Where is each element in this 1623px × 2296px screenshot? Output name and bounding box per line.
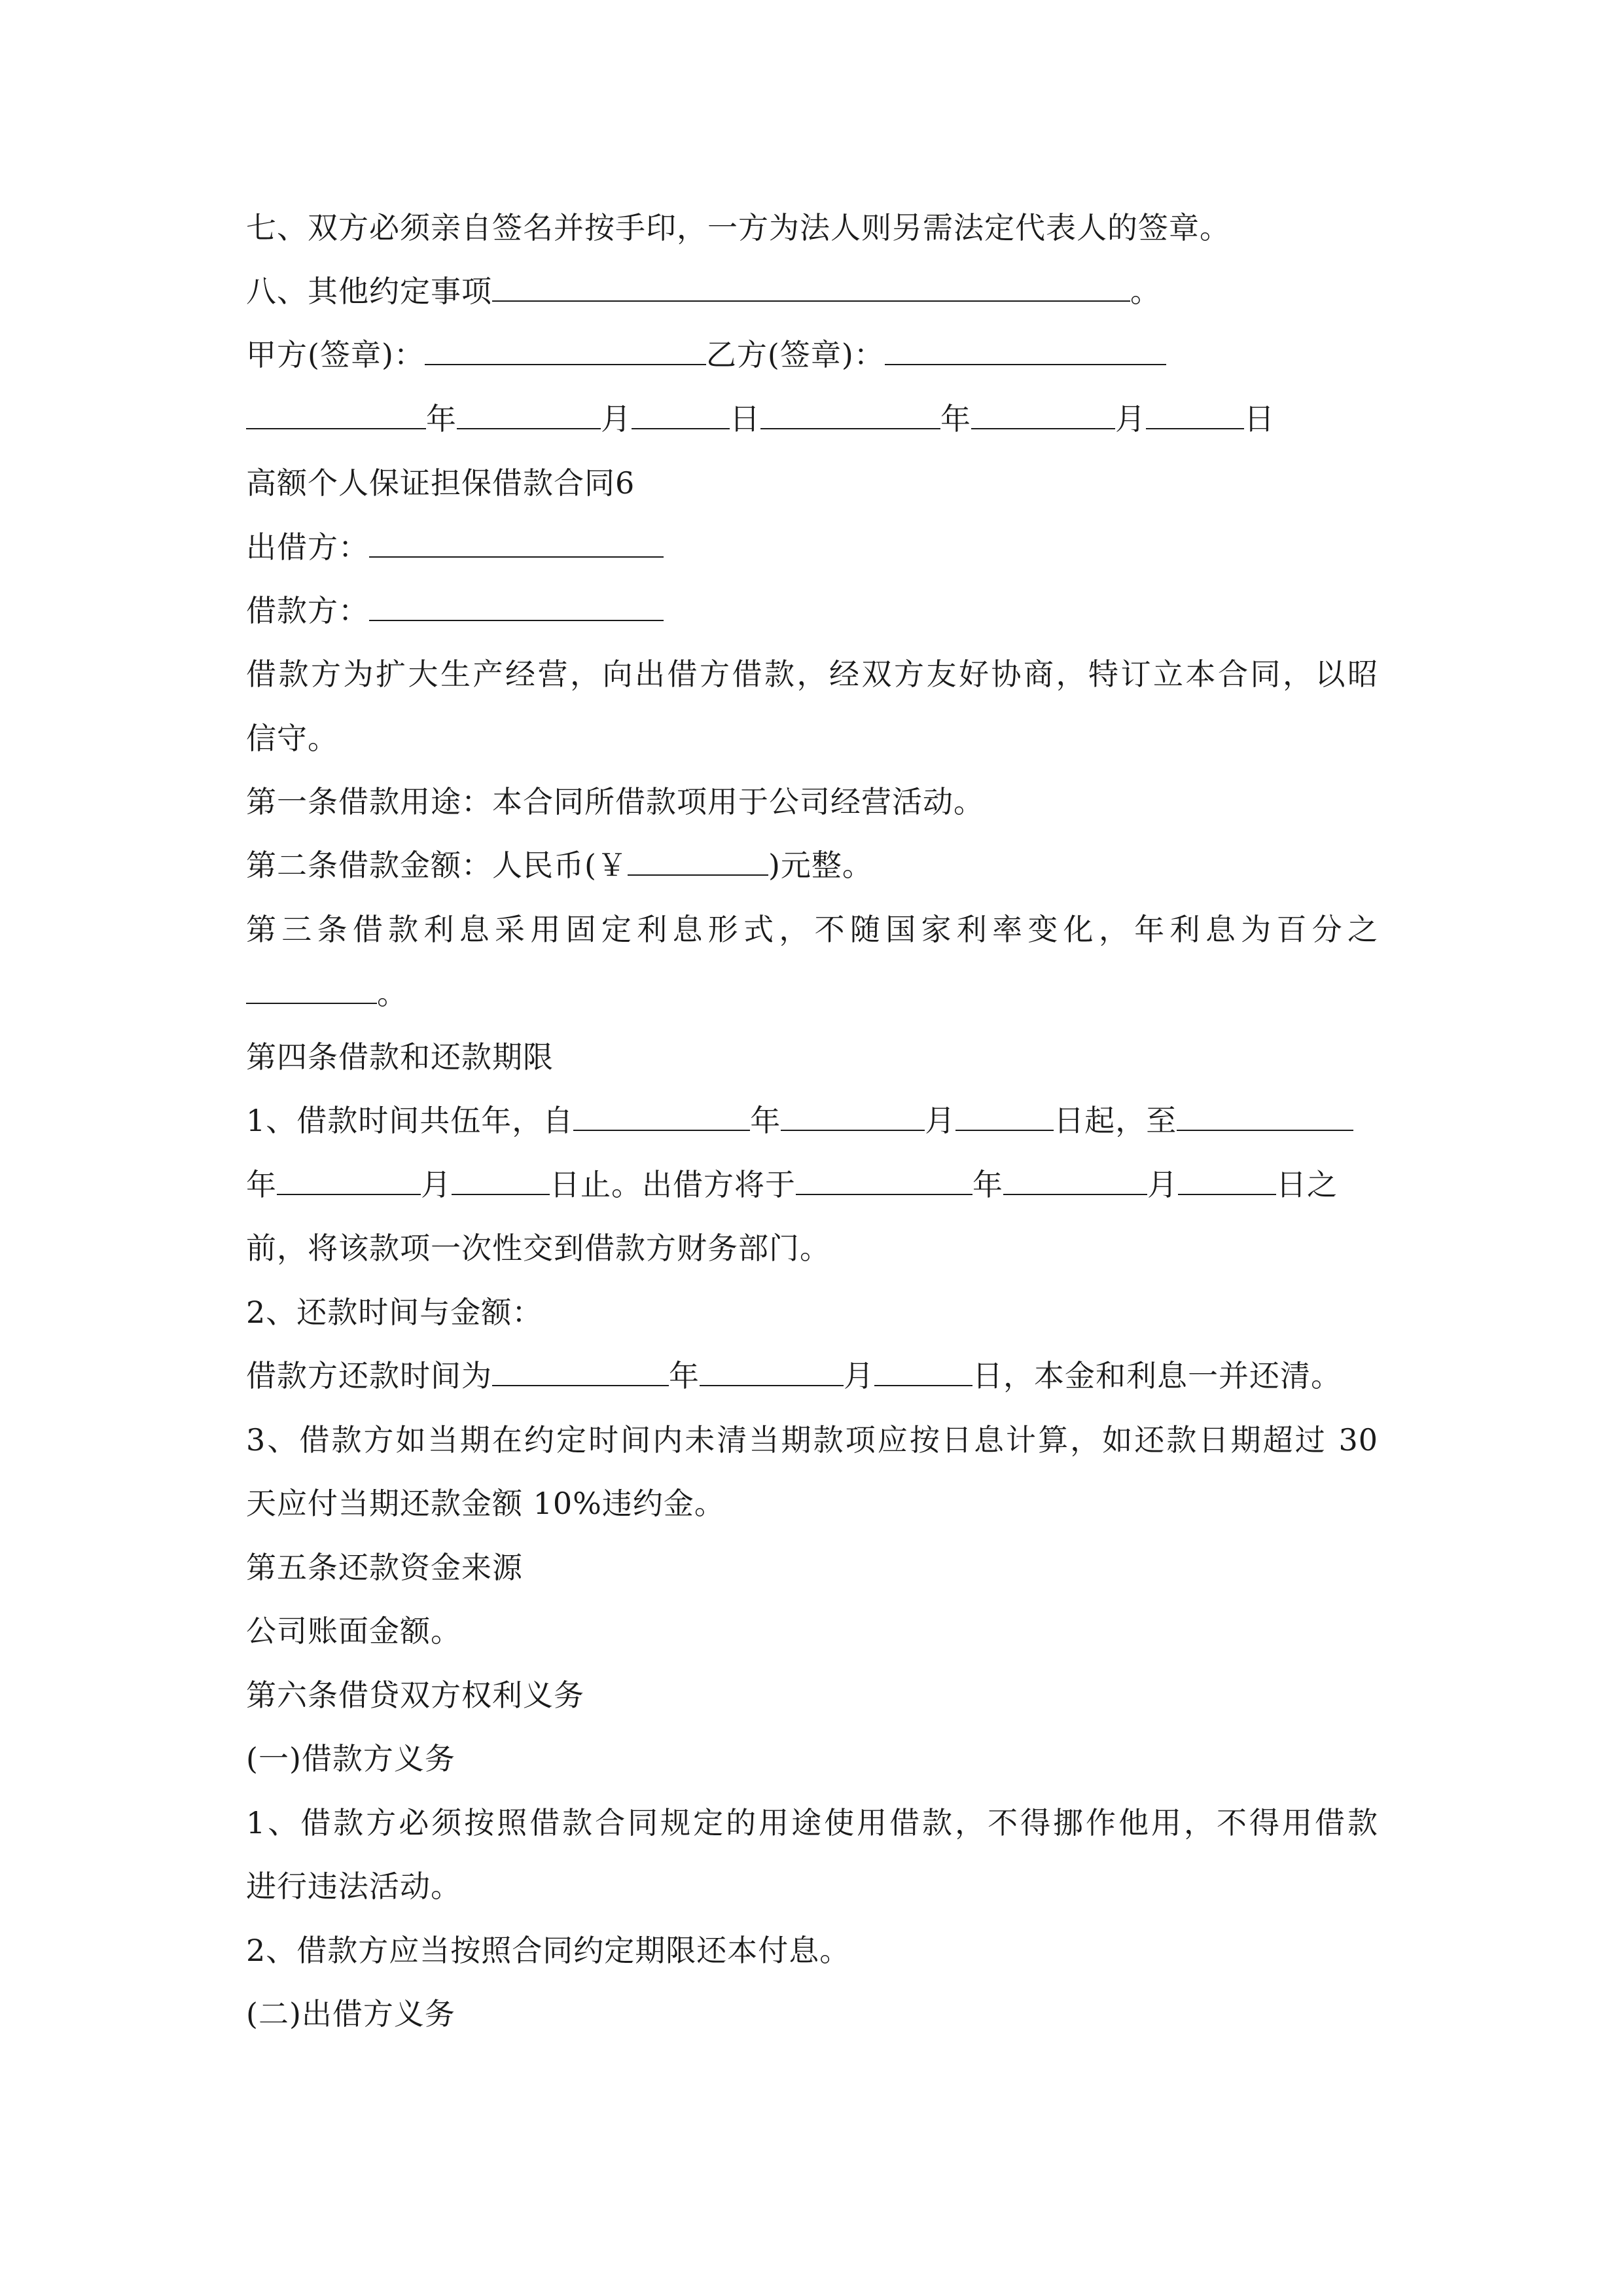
lender-line	[246, 528, 664, 567]
loan-end-year-blank[interactable]	[1177, 1101, 1353, 1131]
repayment-day-blank[interactable]	[874, 1356, 972, 1386]
loan-amount-blank[interactable]	[628, 846, 768, 876]
clause-8-line	[246, 272, 1161, 311]
article-1-text: 第一条借款用途：本合同所借款项用于公司经营活动。	[246, 784, 984, 819]
party-b-month-label: 月	[1115, 401, 1146, 437]
party-a-day-blank[interactable]	[632, 399, 730, 429]
article-4-item-3-line-1	[246, 1420, 1378, 1460]
repayment-heading: 2、还款时间与金额：	[246, 1295, 543, 1330]
lender-duties-heading: (二)出借方义务	[246, 1996, 455, 2032]
repayment-prefix: 借款方还款时间为	[246, 1358, 492, 1393]
contract-title-line	[246, 463, 635, 503]
interest-rate-blank[interactable]	[246, 974, 377, 1004]
borrower-duties-heading: (一)借款方义务	[246, 1741, 455, 1776]
article-4-item-1-line-2	[246, 1165, 1338, 1204]
article-5-heading-line	[246, 1548, 523, 1587]
party-b-day-label: 日	[1244, 401, 1275, 437]
article-3-text: 第三条借款利息采用固定利息形式，不随国家利率变化，年利息为百分之	[246, 912, 1378, 947]
transfer-month-label: 月	[1147, 1167, 1178, 1202]
borrower-duty-1-line-2	[246, 1867, 461, 1906]
article-3-line-1	[246, 910, 1378, 949]
loan-start-year-blank[interactable]	[573, 1101, 750, 1131]
article-1-line	[246, 782, 984, 821]
preamble-line-2	[246, 719, 338, 758]
borrower-duty-2-line	[246, 1931, 850, 1970]
article-4-item-2-heading-line	[246, 1293, 543, 1332]
party-b-month-blank[interactable]	[971, 399, 1115, 429]
borrower-duty-1-text-2: 进行违法活动。	[246, 1869, 461, 1904]
clause-7-line	[246, 208, 1230, 247]
borrower-label: 借款方：	[246, 593, 369, 628]
loan-end-day-blank[interactable]	[452, 1165, 550, 1195]
contract-title: 高额个人保证担保借款合同6	[246, 465, 635, 501]
article-2-prefix: 第二条借款金额：人民币(￥	[246, 848, 628, 883]
article-4-heading-line	[246, 1037, 554, 1077]
borrower-duty-1-line-1	[246, 1803, 1378, 1842]
transfer-day-blank[interactable]	[1178, 1165, 1276, 1195]
preamble-text-2: 信守。	[246, 721, 338, 756]
loan-start-month-blank[interactable]	[781, 1101, 925, 1131]
penalty-text-2: 天应付当期还款金额 10%违约金。	[246, 1486, 725, 1521]
other-matters-blank[interactable]	[492, 272, 1130, 302]
transfer-year-label: 年	[972, 1167, 1003, 1202]
borrower-line	[246, 591, 664, 630]
party-b-year-label: 年	[940, 401, 971, 437]
penalty-text-1: 3、借款方如当期在约定时间内未清当期款项应按日息计算，如还款日期超过 30	[246, 1422, 1378, 1458]
party-a-year-label: 年	[426, 401, 457, 437]
lender-blank[interactable]	[369, 528, 664, 558]
party-a-year-blank[interactable]	[246, 399, 426, 429]
transfer-day-label: 日之	[1276, 1167, 1338, 1202]
borrower-duty-1-text-1: 1、借款方必须按照借款合同规定的用途使用借款，不得挪作他用，不得用借款	[246, 1805, 1378, 1840]
transfer-month-blank[interactable]	[1003, 1165, 1147, 1195]
signature-line	[246, 335, 1166, 374]
article-2-line	[246, 846, 873, 885]
clause-8-text: 八、其他约定事项	[246, 274, 492, 309]
article-4-item-2-line	[246, 1356, 1342, 1395]
party-a-month-label: 月	[601, 401, 632, 437]
loan-start-year-label: 年	[750, 1103, 781, 1138]
lender-label: 出借方：	[246, 529, 369, 565]
loan-end-day-label: 日止。出借方将于	[550, 1167, 796, 1202]
repayment-month-label: 月	[844, 1358, 874, 1393]
article-3-end: 。	[377, 976, 408, 1011]
repayment-year-label: 年	[669, 1358, 700, 1393]
repayment-year-blank[interactable]	[492, 1356, 669, 1386]
article-4-item-1-line-1	[246, 1101, 1353, 1140]
party-a-signature-label: 甲方(签章)：	[246, 337, 425, 372]
loan-start-month-label: 月	[925, 1103, 956, 1138]
article-2-suffix: )元整。	[768, 848, 873, 883]
article-5-heading: 第五条还款资金来源	[246, 1550, 523, 1585]
article-5-body: 公司账面金额。	[246, 1613, 461, 1649]
party-b-signature-blank[interactable]	[885, 335, 1166, 365]
clause-8-end: 。	[1130, 274, 1161, 309]
borrower-blank[interactable]	[369, 591, 664, 621]
party-a-month-blank[interactable]	[457, 399, 601, 429]
preamble-line-1	[246, 655, 1378, 694]
article-4-item-3-line-2	[246, 1484, 725, 1523]
loan-end-year-label: 年	[246, 1167, 277, 1202]
repayment-month-blank[interactable]	[700, 1356, 844, 1386]
loan-period-prefix: 1、借款时间共伍年，自	[246, 1103, 574, 1138]
article-4-heading: 第四条借款和还款期限	[246, 1039, 554, 1075]
repayment-suffix: 日，本金和利息一并还清。	[972, 1358, 1342, 1393]
party-b-year-blank[interactable]	[760, 399, 940, 429]
borrower-duties-heading-line	[246, 1739, 455, 1778]
party-a-day-label: 日	[730, 401, 760, 437]
loan-start-day-label: 日起，至	[1054, 1103, 1177, 1138]
transfer-year-blank[interactable]	[796, 1165, 972, 1195]
borrower-duty-2-text: 2、借款方应当按照合同约定期限还本付息。	[246, 1933, 851, 1968]
article-4-item-1-line-3	[246, 1229, 830, 1268]
loan-end-month-blank[interactable]	[277, 1165, 421, 1195]
article-5-body-line	[246, 1611, 461, 1651]
party-b-signature-label: 乙方(签章)：	[705, 337, 885, 372]
loan-start-day-blank[interactable]	[955, 1101, 1054, 1131]
party-b-day-blank[interactable]	[1146, 399, 1244, 429]
preamble-text-1: 借款方为扩大生产经营，向出借方借款，经双方友好协商，特订立本合同，以昭	[246, 656, 1378, 692]
article-6-heading: 第六条借贷双方权利义务	[246, 1677, 584, 1713]
loan-end-month-label: 月	[421, 1167, 452, 1202]
lender-duties-heading-line	[246, 1994, 455, 2034]
article-3-line-2	[246, 974, 408, 1013]
clause-7-text: 七、双方必须亲自签名并按手印，一方为法人则另需法定代表人的签章。	[246, 210, 1230, 245]
signature-dates-line	[246, 399, 1275, 439]
party-a-signature-blank[interactable]	[425, 335, 706, 365]
transfer-text: 前，将该款项一次性交到借款方财务部门。	[246, 1230, 830, 1266]
article-6-heading-line	[246, 1676, 584, 1715]
